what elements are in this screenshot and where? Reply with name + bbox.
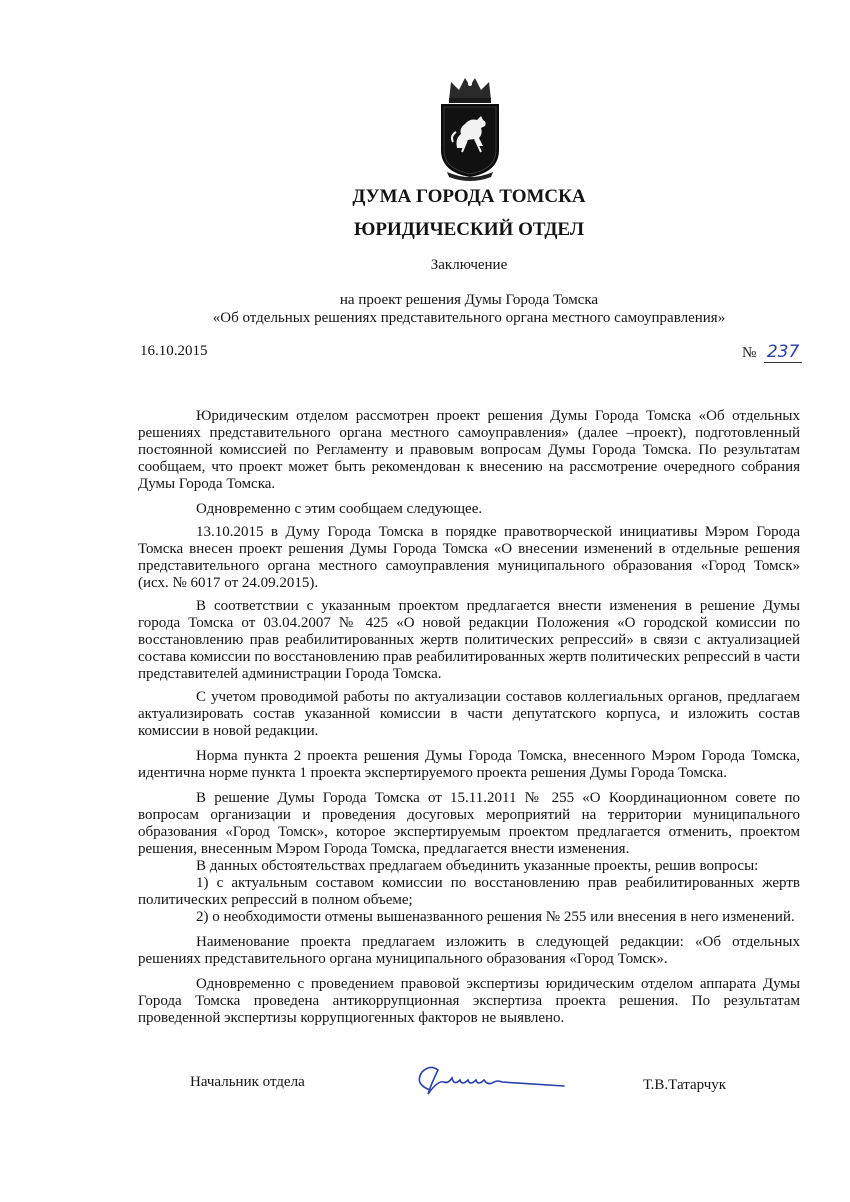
paragraph: В решение Думы Города Томска от 15.11.2011 № 255 «О Координационном совете по вопросам организации и проведения досуговых мероприятий на территории муниципального образования «Город Томск», которое экспертируемым проектом предлагается отменить, проектом решения, внесенным Мэром Города Томска, предлагается внести изменения.	[138, 790, 800, 857]
organization-title: ДУМА ГОРОДА ТОМСКА	[352, 186, 586, 207]
paragraph: 13.10.2015 в Думу Города Томска в порядке правотворческой инициативы Мэром Города Томска внесен проект решения Думы Города Томска «О внесении изменений в отдельные решения представительного органа местного самоуправления муниципального образования «Город Томск» (исх. № 6017 от 24.09.2015).	[138, 524, 800, 591]
paragraph: Наименование проекта предлагаем изложить в следующей редакции: «Об отдельных решениях представительного органа муниципального образования «Город Томск».	[138, 934, 800, 967]
document-body	[138, 408, 800, 1027]
document-subject-line2: «Об отдельных решениях представительного органа местного самоуправления»	[212, 310, 726, 326]
document-type: Заключение	[430, 257, 508, 273]
signatory-position: Начальник отдела	[190, 1074, 305, 1090]
paragraph: Юридическим отделом рассмотрен проект решения Думы Города Томска «Об отдельных решениях представительного органа местного самоуправления» (далее –проект), подготовленный постоянной комиссией по Регламенту и правовым вопросам Думы Города Томска. По результатам сообщаем, что проект может быть рекомендован к внесению на рассмотрение очередного собрания Думы Города Томска.	[138, 408, 800, 492]
paragraph: В соответствии с указанным проектом предлагается внести изменения в решение Думы города Томска от 03.04.2007 № 425 «О новой редакции Положения «О городской комиссии по восстановлению прав реабилитированных жертв политических репрессий» в связи с актуализацией состава комиссии по восстановлению прав реабилитированных жертв политических репрессий в части представителей администрации Города Томска.	[138, 598, 800, 682]
paragraph: Одновременно с проведением правовой экспертизы юридическим отделом аппарата Думы Города Томска проведена антикоррупционная экспертиза проекта решения. По результатам проведенной экспертизы коррупциогенных факторов не выявлено.	[138, 976, 800, 1026]
tomsk-coat-of-arms-icon	[437, 76, 503, 182]
document-subject-line1: на проект решения Думы Города Томска	[339, 292, 599, 308]
handwritten-signature-icon	[408, 1060, 568, 1100]
paragraph: Норма пункта 2 проекта решения Думы Города Томска, внесенного Мэром Города Томска, идентична норме пункта 1 проекта экспертируемого проекта решения Думы Города Томска.	[138, 748, 800, 781]
number-value: 237	[764, 342, 802, 363]
department-title: ЮРИДИЧЕСКИЙ ОТДЕЛ	[354, 219, 584, 240]
signatory-name: Т.В.Татарчук	[643, 1077, 727, 1093]
paragraph: С учетом проводимой работы по актуализации составов коллегиальных органов, предлагаем актуализировать состав указанной комиссии в части депутатского корпуса, и изложить состав комиссии в новой редакции.	[138, 689, 800, 739]
paragraph: 1) с актуальным составом комиссии по восстановлению прав реабилитированных жертв политических репрессий в полном объеме;	[138, 875, 800, 908]
document-date: 16.10.2015	[140, 343, 208, 359]
number-label: №	[742, 345, 757, 361]
paragraph: Одновременно с этим сообщаем следующее.	[196, 501, 483, 517]
document-number	[742, 342, 802, 363]
paragraph: 2) о необходимости отмены вышеназванного решения № 255 или внесения в него изменений.	[196, 909, 795, 925]
paragraph: В данных обстоятельствах предлагаем объединить указанные проекты, решив вопросы:	[196, 858, 759, 874]
